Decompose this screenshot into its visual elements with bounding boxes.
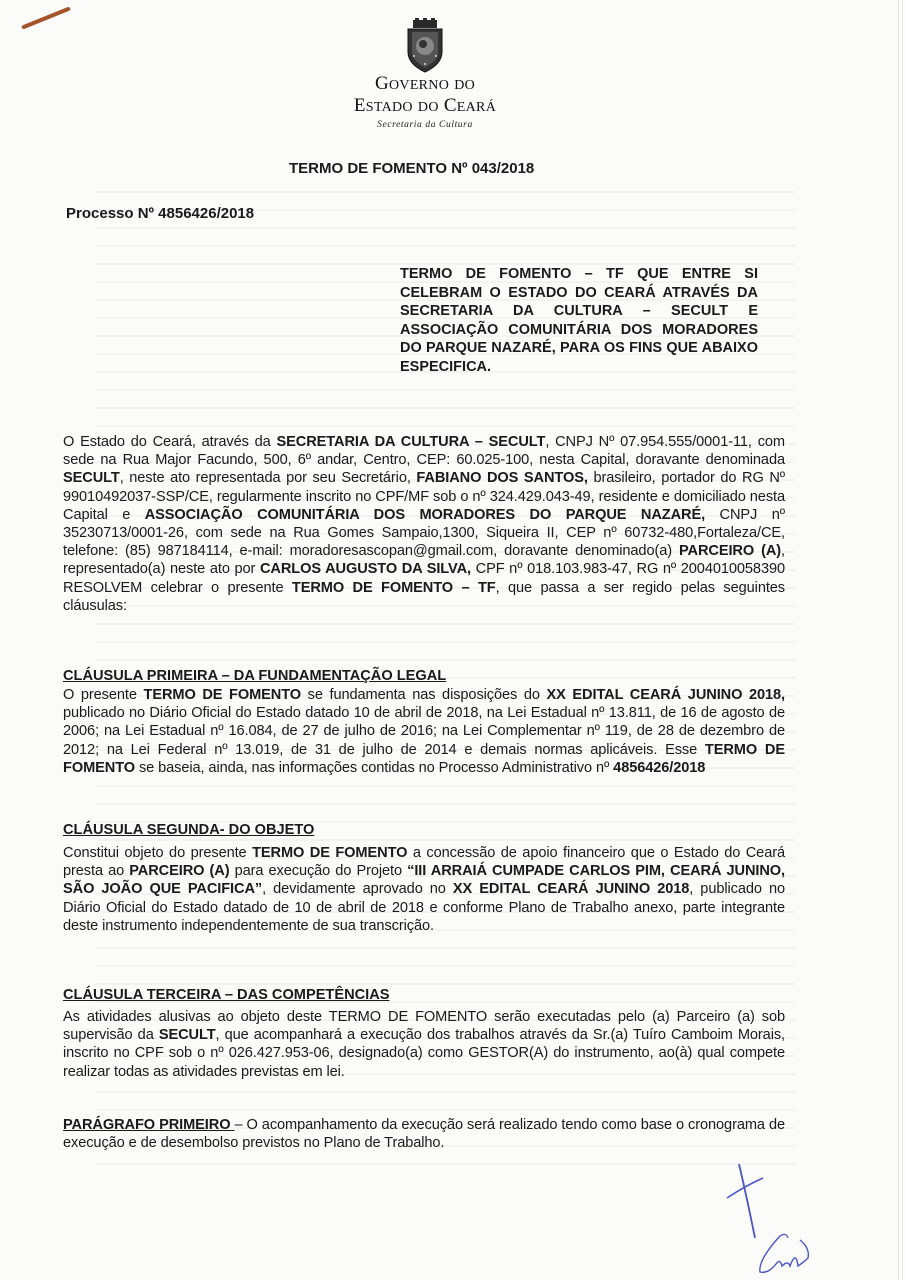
clause-2-heading: CLÁUSULA SEGUNDA- DO OBJETO [63, 822, 315, 838]
text-run: , neste ato representada por seu Secretário, [119, 470, 417, 487]
bold-text-run: TERMO DE FOMENTO [252, 845, 408, 861]
bold-text-run: SECULT [158, 1027, 216, 1044]
bold-text-run: PARCEIRO (A) [129, 863, 230, 880]
document-summary: TERMO DE FOMENTO – TF QUE ENTRE SI CELEBRAM O ESTADO DO CEARÁ ATRAVÉS DA SECRETARIA DA CULTURA – SECULT E ASSOCIAÇÃO COMUNITÁRIA DOS MORADORES DO PARQUE NAZARÉ, PARA OS FINS QUE ABAIXO ESPECIFICA. [400, 266, 758, 375]
bold-text-run: TERMO DE FOMENTO – TF [291, 579, 496, 596]
preamble-paragraph [63, 433, 785, 615]
text-run: brasileiro, portador do RG Nº 99010492037-SSP/CE, regularmente inscrito no CPF/MF sob o nº 324.429.043-49, residente e domiciliado nesta Capital e [63, 470, 785, 523]
clause-2-text [63, 844, 785, 935]
text-run: , que acompanhará a execução dos trabalhos através da Sr.(a) Tuíro Camboim Morais, inscrito no CPF sob o nº 026.427.953-06, designado(a) como GESTOR(A) do instrumento, ao(à) qual compete realizar todas as atividades previstas em lei. [63, 1027, 785, 1080]
secretariat-subtitle: Secretaria da Cultura [377, 120, 473, 130]
letterhead [300, 18, 550, 130]
bold-text-run: PARCEIRO (A) [678, 543, 782, 560]
text-run: , publicado no Diário Oficial do Estado datado de 10 de abril de 2018 e conforme Plano de Trabalho anexo, parte integrante deste instrumento independentemente de sua transcrição. [63, 881, 785, 934]
clause-3-text [63, 1008, 785, 1081]
clause-1-heading: CLÁUSULA PRIMEIRA – DA FUNDAMENTAÇÃO LEGAL [63, 668, 447, 684]
bold-text-run: SECULT [63, 470, 120, 487]
text-run: se baseia, ainda, nas informações contidas no Processo Administrativo nº [135, 759, 614, 776]
page-edge [898, 0, 899, 1280]
text-run: CPF nº 018.103.983-47, RG nº 2004010058390 RESOLVEM celebrar o presente [63, 561, 785, 596]
text-run: , que passa a ser regido pelas seguintes cláusulas: [63, 579, 786, 614]
bold-text-run: ASSOCIAÇÃO COMUNITÁRIA DOS MORADORES DO PARQUE NAZARÉ, [144, 506, 706, 523]
text-run: , devidamente aprovado no [262, 881, 453, 898]
bold-text-run: TERMO DE FOMENTO [63, 741, 785, 776]
clause-3-heading: CLÁUSULA TERCEIRA – DAS COMPETÊNCIAS [63, 987, 390, 1003]
handwritten-signature [750, 1230, 820, 1278]
text-run: para execução do Projeto [229, 863, 408, 880]
bold-text-run: FABIANO DOS SANTOS, [416, 470, 588, 487]
clause-1-text [63, 686, 785, 777]
bold-text-run: CARLOS AUGUSTO DA SILVA, [259, 561, 471, 578]
pen-mark [21, 6, 71, 29]
government-name-line1: GOVERNO DO [374, 73, 476, 94]
bold-text-run: XX EDITAL CEARÁ JUNINO 2018, [546, 687, 785, 703]
text-run: a concessão de apoio financeiro que o Estado do Ceará presta ao [63, 845, 785, 880]
process-number: Processo Nº 4856426/2018 [66, 205, 255, 222]
paragraph-primeiro-text: – O acompanhamento da execução será realizado tendo como base o cronograma de execução e de desembolso previstos no Plano de Trabalho. [63, 1117, 785, 1152]
text-run: , CNPJ Nº 07.954.555/0001-11, com sede na Rua Major Facundo, 500, 6º andar, Centro, CEP: 60.025-100, nesta Capital, doravante denominada [63, 434, 785, 469]
paragraph-primeiro [63, 1116, 785, 1152]
text-run: Constitui objeto do presente [63, 845, 253, 861]
text-run: As atividades alusivas ao objeto deste TERMO DE FOMENTO serão executadas pelo (a) Parceiro (a) sob supervisão da [63, 1009, 785, 1044]
document-title: TERMO DE FOMENTO Nº 043/2018 [289, 160, 535, 177]
bold-text-run: “III ARRAIÁ CUMPADE CARLOS PIM, CEARÁ JUNINO, SÃO JOÃO QUE PACIFICA” [63, 863, 786, 898]
bold-text-run: SECRETARIA DA CULTURA – SECULT [276, 434, 546, 450]
state-coat-of-arms-icon [404, 18, 446, 74]
text-run: se fundamenta nas disposições do [301, 687, 547, 703]
text-run: CNPJ nº 35230713/0001-26, com sede na Rua Gomes Sampaio,1300, Siqueira II, CEP nº 60732-480,Fortaleza/CE, telefone: (85) 987184114, e-mail: moradoresascopan@gmail.com, doravante denominado(a) [63, 506, 785, 560]
bold-text-run: XX EDITAL CEARÁ JUNINO 2018 [452, 881, 690, 898]
government-name-line2: ESTADO DO CEARÁ [353, 95, 497, 116]
paragraph-primeiro-heading: PARÁGRAFO PRIMEIRO [63, 1117, 235, 1133]
text-run: O presente [63, 687, 144, 703]
page-edge [902, 0, 903, 1280]
text-run: publicado no Diário Oficial do Estado datado 10 de abril de 2018, na Lei Estadual nº 13.811, de 16 de agosto de 2006; na Lei Estadual nº 16.084, de 27 de julho de 2016; na Lei Complementar nº 119, de 28 de dezembro de 2012; na Lei Federal nº 13.019, de 31 de julho de 2014 e demais normas aplicáveis. Esse [63, 705, 785, 758]
text-run: O Estado do Ceará, através da [63, 434, 277, 450]
text-run: , representado(a) neste ato por [63, 543, 786, 578]
bold-text-run: TERMO DE FOMENTO [143, 687, 302, 703]
bold-text-run: 4856426/2018 [613, 759, 706, 776]
